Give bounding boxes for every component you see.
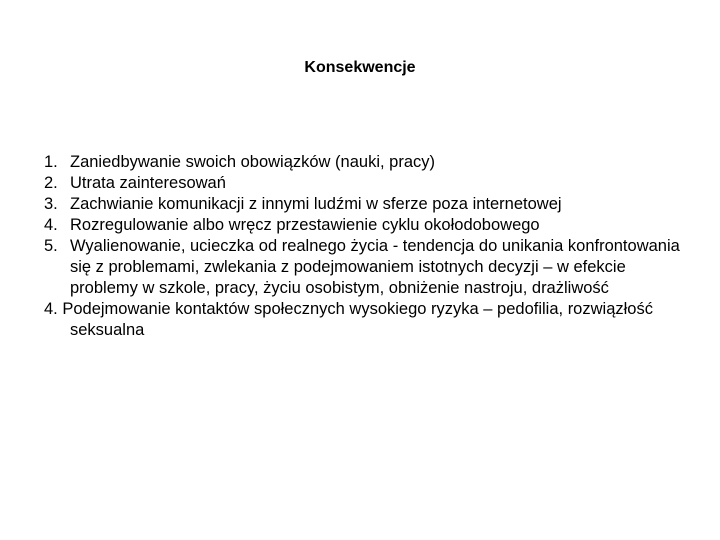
list-item-number: 3. (44, 195, 58, 213)
list-item (44, 152, 684, 173)
consequences-list (44, 152, 684, 341)
list-item-text: Zachwianie komunikacji z innymi ludźmi w sferze poza internetowej (70, 195, 562, 213)
list-item (44, 236, 684, 299)
list-item-number: 1. (44, 153, 58, 171)
list-item-text: Rozregulowanie albo wręcz przestawienie cyklu okołodobowego (70, 216, 540, 234)
list-item (44, 194, 684, 215)
list-item-number: 2. (44, 174, 58, 192)
list-item-text: Utrata zainteresowań (70, 174, 226, 192)
list-item-text: Zaniedbywanie swoich obowiązków (nauki, pracy) (70, 153, 436, 171)
list-item-number: 5. (44, 237, 58, 255)
list-item-text: Wyalienowanie, ucieczka od realnego życia - tendencja do unikania konfrontowania się z problemami, zwlekania z podejmowaniem istotnych decyzji – w efekcie problemy w szkole, pracy, życiu osobistym, obniżenie nastroju, drażliwość (70, 237, 680, 297)
list-item-number: 4. (44, 216, 58, 234)
slide-title: Konsekwencje (304, 59, 416, 76)
extra-list-item: 4. Podejmowanie kontaktów społecznych wysokiego ryzyka – pedofilia, rozwiązłość seksualna (44, 300, 653, 339)
list-item (44, 173, 684, 194)
list-item (44, 215, 684, 236)
